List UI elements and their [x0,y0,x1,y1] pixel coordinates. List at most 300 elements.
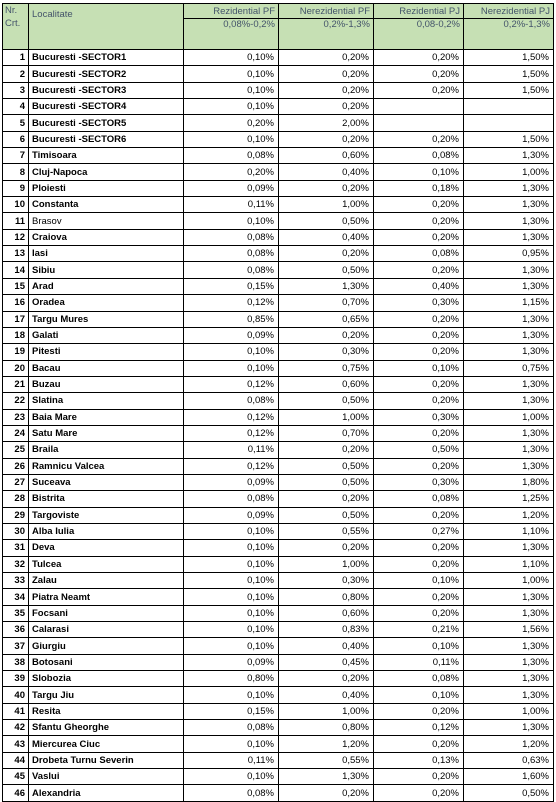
rez-pj-cell: 0,20% [374,344,464,360]
nerez-pf-cell: 0,20% [279,671,374,687]
header-rez-pj: Rezidential PJ [374,4,464,19]
nerez-pj-cell: 1,30% [464,458,554,474]
rez-pf-cell: 0,09% [184,654,279,670]
nerez-pf-cell: 0,50% [279,474,374,490]
rez-pf-cell: 0,09% [184,474,279,490]
nerez-pj-cell: 1,30% [464,638,554,654]
rez-pf-cell: 0,12% [184,295,279,311]
nr-cell: 43 [3,736,29,752]
localitate-cell: Sfantu Gheorghe [29,720,184,736]
nr-cell: 38 [3,654,29,670]
nr-cell: 45 [3,769,29,785]
nerez-pj-cell: 1,30% [464,605,554,621]
nerez-pj-cell: 1,60% [464,769,554,785]
nerez-pf-cell: 0,20% [279,246,374,262]
nerez-pj-cell: 1,30% [464,197,554,213]
nr-cell: 33 [3,573,29,589]
nerez-pj-cell: 0,75% [464,360,554,376]
nr-cell: 6 [3,131,29,147]
localitate-cell: Pitesti [29,344,184,360]
rez-pj-cell: 0,20% [374,82,464,98]
nerez-pf-cell: 0,20% [279,785,374,801]
nerez-pj-cell: 1,30% [464,311,554,327]
range-nerez-pj: 0,2%-1,3% [464,19,554,50]
nerez-pj-cell: 1,30% [464,327,554,343]
rez-pf-cell: 0,08% [184,491,279,507]
rez-pj-cell: 0,20% [374,703,464,719]
rez-pj-cell: 0,10% [374,164,464,180]
table-row [3,425,554,441]
table-row [3,573,554,589]
nerez-pj-cell: 0,50% [464,785,554,801]
nerez-pf-cell: 1,00% [279,409,374,425]
rez-pj-cell [374,115,464,131]
rez-pj-cell: 0,10% [374,687,464,703]
nerez-pf-cell: 0,60% [279,148,374,164]
nerez-pf-cell: 0,20% [279,180,374,196]
nr-cell: 23 [3,409,29,425]
rez-pf-cell: 0,08% [184,246,279,262]
rez-pf-cell: 0,10% [184,556,279,572]
localitate-cell: Drobeta Turnu Severin [29,752,184,768]
localitate-cell: Satu Mare [29,425,184,441]
nerez-pf-cell: 0,50% [279,507,374,523]
table-row [3,474,554,490]
localitate-cell: Ploiesti [29,180,184,196]
rez-pj-cell: 0,11% [374,654,464,670]
nerez-pf-cell: 0,55% [279,752,374,768]
nerez-pf-cell: 1,00% [279,197,374,213]
rez-pj-cell: 0,20% [374,131,464,147]
nerez-pj-cell: 1,25% [464,491,554,507]
rez-pf-cell: 0,80% [184,671,279,687]
table-row [3,785,554,801]
localitate-cell: Alexandria [29,785,184,801]
rez-pf-cell: 0,10% [184,344,279,360]
nr-cell: 27 [3,474,29,490]
rez-pf-cell: 0,10% [184,360,279,376]
nerez-pj-cell: 1,30% [464,229,554,245]
nerez-pf-cell: 0,55% [279,523,374,539]
localitate-cell: Craiova [29,229,184,245]
nerez-pj-cell: 1,30% [464,720,554,736]
table-row [3,605,554,621]
nerez-pf-cell: 0,20% [279,327,374,343]
table-row [3,622,554,638]
table-row [3,491,554,507]
nerez-pj-cell [464,99,554,115]
table-row [3,442,554,458]
nerez-pf-cell: 0,20% [279,99,374,115]
header-nerez-pf: Nerezidential PF [279,4,374,19]
rez-pj-cell: 0,30% [374,409,464,425]
rez-pf-cell: 0,12% [184,458,279,474]
header-row-titles [3,4,554,19]
nr-cell: 37 [3,638,29,654]
nerez-pj-cell: 1,50% [464,50,554,66]
rez-pf-cell: 0,10% [184,540,279,556]
localitate-cell: Slatina [29,393,184,409]
table-row [3,523,554,539]
nerez-pj-cell: 1,30% [464,425,554,441]
rez-pj-cell: 0,10% [374,638,464,654]
localitate-cell: Bucuresti -SECTOR6 [29,131,184,147]
localitate-cell: Resita [29,703,184,719]
table-row [3,344,554,360]
rez-pf-cell: 0,10% [184,769,279,785]
nerez-pj-cell: 1,30% [464,442,554,458]
nr-cell: 16 [3,295,29,311]
rez-pj-cell: 0,08% [374,148,464,164]
rez-pj-cell: 0,20% [374,393,464,409]
table-row [3,180,554,196]
localitate-cell: Zalau [29,573,184,589]
nerez-pj-cell: 1,30% [464,262,554,278]
nr-cell: 39 [3,671,29,687]
rez-pj-cell: 0,20% [374,327,464,343]
nerez-pf-cell: 0,30% [279,344,374,360]
nerez-pf-cell: 2,00% [279,115,374,131]
rez-pj-cell: 0,08% [374,246,464,262]
nerez-pf-cell: 0,83% [279,622,374,638]
nerez-pj-cell: 0,63% [464,752,554,768]
table-row [3,262,554,278]
localitate-cell: Targu Jiu [29,687,184,703]
table-header [3,4,554,50]
rez-pf-cell: 0,08% [184,148,279,164]
nerez-pf-cell: 0,20% [279,82,374,98]
nr-cell: 2 [3,66,29,82]
localitate-cell: Galati [29,327,184,343]
table-row [3,164,554,180]
nerez-pf-cell: 0,70% [279,425,374,441]
rez-pf-cell: 0,10% [184,638,279,654]
nerez-pj-cell: 1,00% [464,164,554,180]
table-row [3,720,554,736]
rez-pf-cell: 0,09% [184,507,279,523]
rez-pj-cell: 0,20% [374,50,464,66]
tax-rates-table [2,3,554,802]
rez-pj-cell: 0,10% [374,573,464,589]
rez-pf-cell: 0,10% [184,66,279,82]
rez-pj-cell: 0,20% [374,507,464,523]
localitate-cell: Bucuresti -SECTOR2 [29,66,184,82]
table-row [3,66,554,82]
rez-pf-cell: 0,08% [184,393,279,409]
nerez-pf-cell: 1,00% [279,703,374,719]
rez-pj-cell: 0,20% [374,229,464,245]
nerez-pj-cell: 1,30% [464,344,554,360]
rez-pj-cell: 0,20% [374,66,464,82]
nerez-pf-cell: 0,20% [279,66,374,82]
localitate-cell: Miercurea Ciuc [29,736,184,752]
header-nr-line1: Nr. [5,5,18,16]
nr-cell: 9 [3,180,29,196]
localitate-cell: Baia Mare [29,409,184,425]
localitate-cell: Tulcea [29,556,184,572]
rez-pj-cell [374,99,464,115]
rez-pj-cell: 0,20% [374,213,464,229]
rez-pj-cell: 0,30% [374,295,464,311]
rez-pf-cell: 0,10% [184,622,279,638]
table-row [3,229,554,245]
rez-pj-cell: 0,20% [374,540,464,556]
rez-pj-cell: 0,20% [374,197,464,213]
nerez-pf-cell: 0,50% [279,213,374,229]
nerez-pf-cell: 0,20% [279,131,374,147]
nerez-pj-cell: 1,56% [464,622,554,638]
table-row [3,556,554,572]
rez-pf-cell: 0,12% [184,425,279,441]
localitate-cell: Arad [29,278,184,294]
table-body [3,50,554,802]
localitate-cell: Constanta [29,197,184,213]
table-row [3,295,554,311]
nerez-pj-cell: 1,20% [464,507,554,523]
nr-cell: 15 [3,278,29,294]
nr-cell: 17 [3,311,29,327]
rez-pf-cell: 0,10% [184,573,279,589]
rez-pj-cell: 0,13% [374,752,464,768]
table-row [3,736,554,752]
nerez-pf-cell: 0,20% [279,491,374,507]
table-row [3,589,554,605]
rez-pf-cell: 0,11% [184,197,279,213]
localitate-cell: Piatra Neamt [29,589,184,605]
table-row [3,360,554,376]
nerez-pf-cell: 0,50% [279,458,374,474]
nr-cell: 46 [3,785,29,801]
nerez-pf-cell: 0,40% [279,638,374,654]
nr-cell: 19 [3,344,29,360]
nr-cell: 36 [3,622,29,638]
rez-pf-cell: 0,20% [184,115,279,131]
rez-pj-cell: 0,50% [374,442,464,458]
nerez-pj-cell: 1,50% [464,131,554,147]
nr-cell: 8 [3,164,29,180]
nerez-pf-cell: 1,00% [279,556,374,572]
header-nr-line2: Crt. [5,18,21,29]
nerez-pj-cell: 1,30% [464,540,554,556]
nr-cell: 29 [3,507,29,523]
localitate-cell: Calarasi [29,622,184,638]
rez-pf-cell: 0,10% [184,131,279,147]
nr-cell: 3 [3,82,29,98]
table-row [3,82,554,98]
rez-pf-cell: 0,09% [184,180,279,196]
rez-pj-cell: 0,10% [374,360,464,376]
nr-cell: 31 [3,540,29,556]
rez-pf-cell: 0,10% [184,589,279,605]
rez-pj-cell: 0,20% [374,425,464,441]
rez-pf-cell: 0,11% [184,442,279,458]
localitate-cell: Cluj-Napoca [29,164,184,180]
rez-pf-cell: 0,10% [184,523,279,539]
nr-cell: 7 [3,148,29,164]
localitate-cell: Bacau [29,360,184,376]
nerez-pf-cell: 0,20% [279,442,374,458]
localitate-cell: Bucuresti -SECTOR4 [29,99,184,115]
nerez-pj-cell: 1,30% [464,213,554,229]
localitate-cell: Slobozia [29,671,184,687]
nerez-pj-cell: 1,00% [464,409,554,425]
localitate-cell: Giurgiu [29,638,184,654]
nr-cell: 41 [3,703,29,719]
table-row [3,213,554,229]
nr-cell: 28 [3,491,29,507]
nr-cell: 13 [3,246,29,262]
rez-pj-cell: 0,30% [374,474,464,490]
nerez-pf-cell: 0,50% [279,393,374,409]
nerez-pf-cell: 0,40% [279,164,374,180]
nr-cell: 34 [3,589,29,605]
nerez-pf-cell: 0,50% [279,262,374,278]
table-row [3,246,554,262]
table-row [3,671,554,687]
nerez-pf-cell: 0,60% [279,376,374,392]
rez-pj-cell: 0,20% [374,736,464,752]
nerez-pj-cell: 1,30% [464,687,554,703]
header-localitate: Localitate [29,4,184,50]
table-row [3,769,554,785]
rez-pf-cell: 0,08% [184,229,279,245]
table-row [3,540,554,556]
nr-cell: 22 [3,393,29,409]
range-nerez-pf: 0,2%-1,3% [279,19,374,50]
localitate-cell: Vaslui [29,769,184,785]
nerez-pf-cell: 0,65% [279,311,374,327]
rez-pf-cell: 0,11% [184,752,279,768]
localitate-cell: Sibiu [29,262,184,278]
rez-pf-cell: 0,10% [184,605,279,621]
nerez-pf-cell: 0,60% [279,605,374,621]
nerez-pf-cell: 0,80% [279,720,374,736]
nerez-pj-cell: 1,30% [464,180,554,196]
nerez-pj-cell: 1,30% [464,376,554,392]
nerez-pf-cell: 0,40% [279,687,374,703]
table-row [3,703,554,719]
nr-cell: 20 [3,360,29,376]
rez-pj-cell: 0,20% [374,556,464,572]
nerez-pj-cell: 1,50% [464,82,554,98]
nerez-pj-cell: 1,10% [464,523,554,539]
table-row [3,654,554,670]
nerez-pf-cell: 0,30% [279,573,374,589]
nr-cell: 40 [3,687,29,703]
table-row [3,115,554,131]
table-row [3,376,554,392]
range-rez-pf: 0,08%-0,2% [184,19,279,50]
rez-pf-cell: 0,10% [184,50,279,66]
nerez-pj-cell: 1,30% [464,654,554,670]
nerez-pj-cell: 1,00% [464,573,554,589]
header-rez-pf: Rezidential PF [184,4,279,19]
nerez-pj-cell: 1,30% [464,671,554,687]
rez-pf-cell: 0,20% [184,164,279,180]
localitate-cell: Buzau [29,376,184,392]
rez-pj-cell: 0,20% [374,376,464,392]
rez-pf-cell: 0,08% [184,262,279,278]
rez-pj-cell: 0,20% [374,262,464,278]
rez-pj-cell: 0,20% [374,458,464,474]
nr-cell: 24 [3,425,29,441]
nr-cell: 21 [3,376,29,392]
rez-pj-cell: 0,21% [374,622,464,638]
nr-cell: 11 [3,213,29,229]
localitate-cell: Ramnicu Valcea [29,458,184,474]
nerez-pf-cell: 0,20% [279,50,374,66]
localitate-cell: Bucuresti -SECTOR1 [29,50,184,66]
nerez-pf-cell: 0,40% [279,229,374,245]
header-nerez-pj: Nerezidential PJ [464,4,554,19]
localitate-cell: Iasi [29,246,184,262]
localitate-cell: Deva [29,540,184,556]
localitate-cell: Suceava [29,474,184,490]
rez-pj-cell: 0,40% [374,278,464,294]
nerez-pj-cell: 1,20% [464,736,554,752]
nerez-pf-cell: 0,80% [279,589,374,605]
nr-cell: 12 [3,229,29,245]
rez-pj-cell: 0,20% [374,769,464,785]
rez-pf-cell: 0,10% [184,736,279,752]
rez-pf-cell: 0,08% [184,720,279,736]
localitate-cell: Targoviste [29,507,184,523]
nr-cell: 4 [3,99,29,115]
nerez-pj-cell: 1,50% [464,66,554,82]
rez-pf-cell: 0,09% [184,327,279,343]
nerez-pf-cell: 1,30% [279,769,374,785]
rez-pj-cell: 0,20% [374,589,464,605]
nr-cell: 30 [3,523,29,539]
nr-cell: 18 [3,327,29,343]
localitate-cell: Botosani [29,654,184,670]
rez-pj-cell: 0,08% [374,491,464,507]
nerez-pj-cell: 1,10% [464,556,554,572]
table-row [3,687,554,703]
nr-cell: 25 [3,442,29,458]
localitate-cell: Oradea [29,295,184,311]
table-row [3,197,554,213]
nr-cell: 32 [3,556,29,572]
nerez-pj-cell: 1,30% [464,393,554,409]
nr-cell: 35 [3,605,29,621]
table-row [3,148,554,164]
table-row [3,50,554,66]
rez-pf-cell: 0,10% [184,99,279,115]
localitate-cell: Bistrita [29,491,184,507]
nerez-pf-cell: 0,70% [279,295,374,311]
localitate-cell: Braila [29,442,184,458]
table-row [3,638,554,654]
nerez-pj-cell: 1,30% [464,278,554,294]
rez-pf-cell: 0,15% [184,278,279,294]
nr-cell: 10 [3,197,29,213]
rez-pj-cell: 0,20% [374,605,464,621]
rez-pj-cell: 0,12% [374,720,464,736]
table-row [3,278,554,294]
table-row [3,131,554,147]
rez-pj-cell: 0,18% [374,180,464,196]
rez-pf-cell: 0,08% [184,785,279,801]
localitate-cell: Bucuresti -SECTOR3 [29,82,184,98]
nerez-pf-cell: 0,20% [279,540,374,556]
localitate-cell: Targu Mures [29,311,184,327]
rez-pj-cell: 0,20% [374,785,464,801]
rez-pf-cell: 0,10% [184,82,279,98]
rez-pf-cell: 0,85% [184,311,279,327]
nr-cell: 5 [3,115,29,131]
table-row [3,99,554,115]
